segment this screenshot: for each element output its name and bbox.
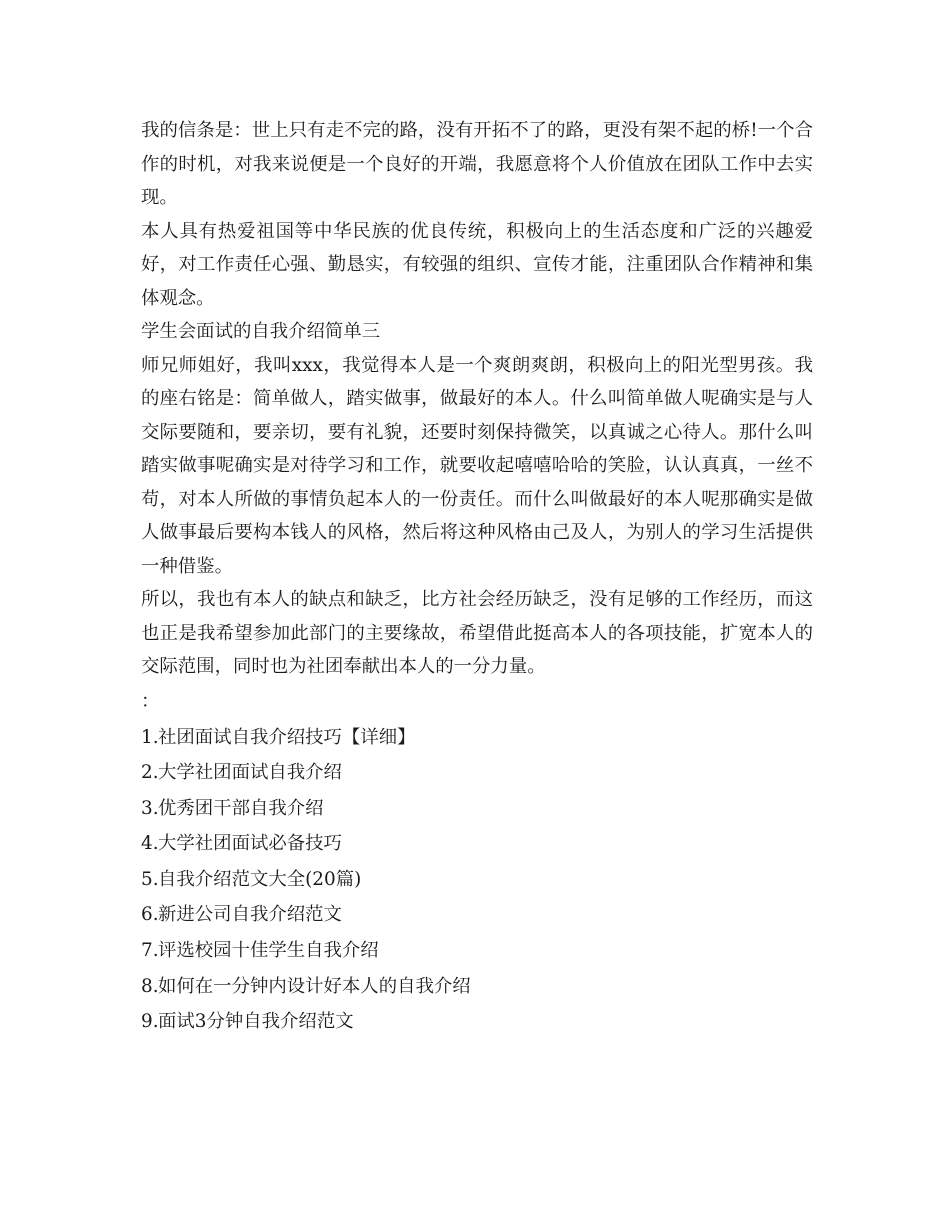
related-article-link[interactable] [141,791,813,827]
related-article-link[interactable] [141,933,813,969]
related-article-link[interactable] [141,1004,813,1040]
related-articles-list [141,720,813,1040]
related-article-title[interactable]: 社团面试自我介绍技巧【详细】 [158,726,416,748]
related-article-title[interactable]: 自我介绍范文大全(20篇) [158,868,362,890]
related-article-title[interactable]: 评选校园十佳学生自我介绍 [158,940,379,962]
traits-paragraph: 本人具有热爱祖国等中华民族的优良传统，积极向上的生活态度和广泛的兴趣爱好，对工作责任心强、勤恳实，有较强的组织、宣传才能，注重团队合作精神和集体观念。 [141,220,813,309]
list-number: 7. [141,940,159,962]
related-colon: ： [141,690,160,712]
related-article-title[interactable]: 大学社团面试自我介绍 [158,762,342,784]
related-article-link[interactable] [141,755,813,791]
closing-paragraph: 所以，我也有本人的缺点和缺乏，比方社会经历缺乏，没有足够的工作经历，而这也正是我希望参加此部门的主要缘故，希望借此挺高本人的各项技能，扩宽本人的交际范围，同时也为社团奉献出本人的一分力量。 [141,589,813,677]
related-article-title[interactable]: 如何在一分钟内设计好本人的自我介绍 [158,975,471,997]
related-article-link[interactable] [141,897,813,933]
related-article-link[interactable] [141,720,813,756]
list-number: 6. [141,904,159,926]
related-article-title[interactable]: 大学社团面试必备技巧 [158,833,342,855]
list-number: 9. [141,1011,159,1033]
document-body [141,114,813,1040]
motto-paragraph: 我的信条是：世上只有走不完的路，没有开拓不了的路，更没有架不起的桥!一个合作的时机，对我来说便是一个良好的开端，我愿意将个人价值放在团队工作中去实现。 [141,120,813,208]
list-number: 3. [141,797,159,819]
list-number: 4. [141,833,159,855]
intro-paragraph: 师兄师姐好，我叫xxx，我觉得本人是一个爽朗爽朗，积极向上的阳光型男孩。我的座右铭是：简单做人，踏实做事，做最好的本人。什么叫简单做人呢确实是与人交际要随和，要亲切，要有礼貌，还要时刻保持微笑，以真诚之心待人。那什么叫踏实做事呢确实是对待学习和工作，就要收起嘻嘻哈哈的笑脸，认认真真，一丝不苟，对本人所做的事情负起本人的一份责任。而什么叫做最好的本人呢那确实是做人做事最后要构本钱人的风格，然后将这种风格由己及人，为别人的学习生活提供一种借鉴。 [141,354,813,577]
section-heading: 学生会面试的自我介绍简单三 [141,321,381,342]
related-article-title[interactable]: 面试3分钟自我介绍范文 [158,1011,354,1033]
related-article-title[interactable]: 新进公司自我介绍范文 [158,904,342,926]
list-number: 2. [141,762,159,784]
related-article-link[interactable] [141,969,813,1005]
list-number: 5. [141,868,159,890]
related-article-link[interactable] [141,826,813,862]
list-number: 8. [141,975,159,997]
related-article-link[interactable] [141,862,813,898]
list-number: 1. [141,726,159,748]
related-article-title[interactable]: 优秀团干部自我介绍 [158,797,324,819]
